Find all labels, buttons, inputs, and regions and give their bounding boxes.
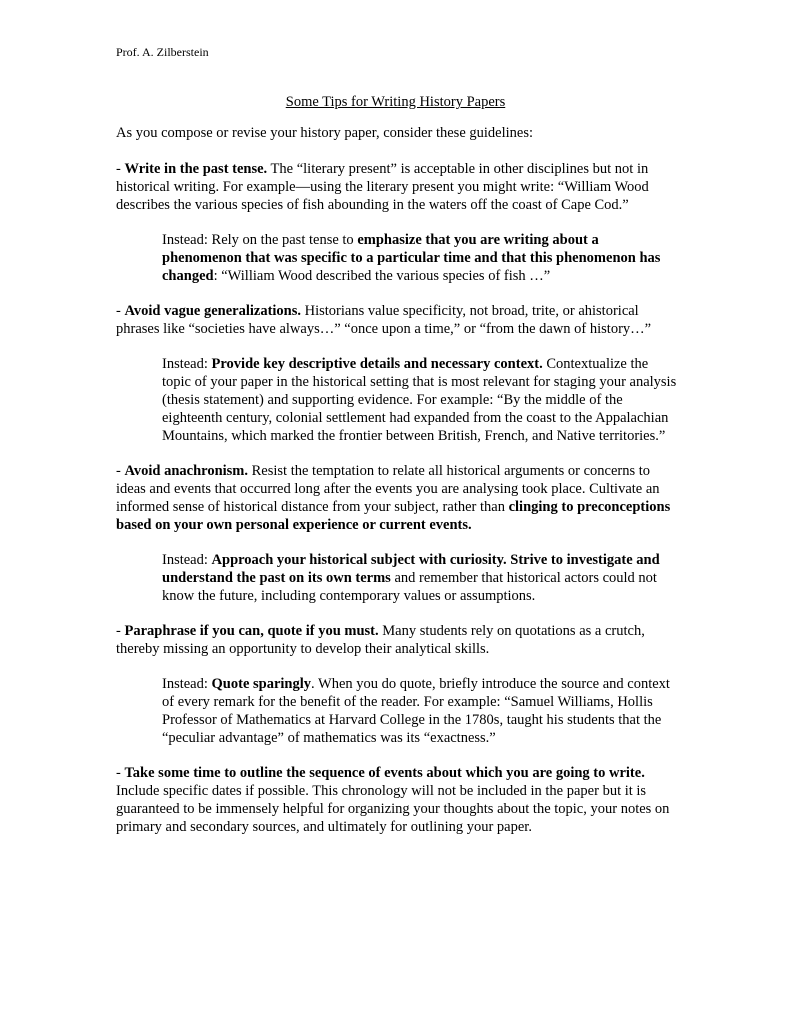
intro-paragraph: As you compose or revise your history paper, consider these guidelines: [116,125,534,141]
instead-paragraph [162,231,678,285]
text-run: - [116,623,125,639]
text-run: : “William Wood described the various species of fish …” [213,268,551,284]
document-body [116,124,678,853]
bold-text: Quote sparingly [211,676,312,692]
text-run: - [116,463,125,479]
tip-paragraph [116,302,678,338]
tip-paragraph [116,160,678,214]
text-run: - [116,303,125,319]
text-run: Contextualize the topic of your paper in the historical setting that is most relevant for staging your analysis (thesis statement) and supporting evidence. For example: “By the middle of the eighteenth century, colonial settlement had expanded from the coast to the Appalachian Mountains, which marked the frontier between British, French, and Native territories.” [162,356,677,444]
text-run: Historians value specificity, not broad, trite, or ahistorical phrases like “societies have always…” “once upon a time,” or “from the dawn of history…” [116,303,652,337]
instead-paragraph [162,675,678,747]
text-run: The “literary present” is acceptable in other disciplines but not in historical writing. For example—using the literary present you might write: “William Wood describes the various species of fish abounding in the waters off the coast of Cape Cod.” [116,161,649,213]
document-title: Some Tips for Writing History Papers [285,94,506,110]
text-run: Include specific dates if possible. This chronology will not be included in the paper but it is guaranteed to be immensely helpful for organizing your thoughts about the topic, your notes on primary and secondary sources, and ultimately for outlining your paper. [116,783,670,835]
text-run: - [116,765,125,781]
text-run: Resist the temptation to relate all historical arguments or concerns to ideas and events that occurred long after the events you are analysing took place. Cultivate an informed sense of historical distance from your subject, rather than [116,463,660,515]
text-run: Many students rely on quotations as a crutch, thereby missing an opportunity to develop their analytical skills. [116,623,645,657]
bold-text: Avoid anachronism. [124,463,249,479]
author-header: Prof. A. Zilberstein [116,45,209,59]
tip-paragraph [116,462,678,534]
instead-paragraph [162,551,678,605]
bold-text: Approach your historical subject with curiosity. Strive to investigate and understand the past on its own terms [162,552,660,586]
guidelines-list [116,160,678,836]
text-run: - [116,161,125,177]
text-run: Instead: [162,356,212,372]
tip-paragraph [116,622,678,658]
bold-text: Avoid vague generalizations. [124,303,302,319]
bold-text: Write in the past tense. [124,161,268,177]
text-run: . When you do quote, briefly introduce the source and context of every remark for the benefit of the reader. For example: “Samuel Williams, Hollis Professor of Mathematics at Harvard College in the 1780s, taught his students that the “peculiar advantage” of mathematics was its “exactness.” [162,676,670,746]
tip-paragraph [116,764,678,836]
text-run: Instead: [162,676,212,692]
bold-text: Provide key descriptive details and necessary context. [211,356,543,372]
text-run: and remember that historical actors could not know the future, including contemporary values or assumptions. [162,570,657,604]
bold-text: clinging to preconceptions based on your own personal experience or current events. [116,499,671,533]
text-run: Instead: Rely on the past tense to [162,232,358,248]
bold-text: Paraphrase if you can, quote if you must. [124,623,379,639]
text-run: Instead: [162,552,212,568]
instead-paragraph [162,355,678,445]
bold-text: Take some time to outline the sequence of events about which you are going to write. [124,765,645,781]
bold-text: emphasize that you are writing about a phenomenon that was specific to a particular time and that this phenomenon has changed [162,232,661,284]
